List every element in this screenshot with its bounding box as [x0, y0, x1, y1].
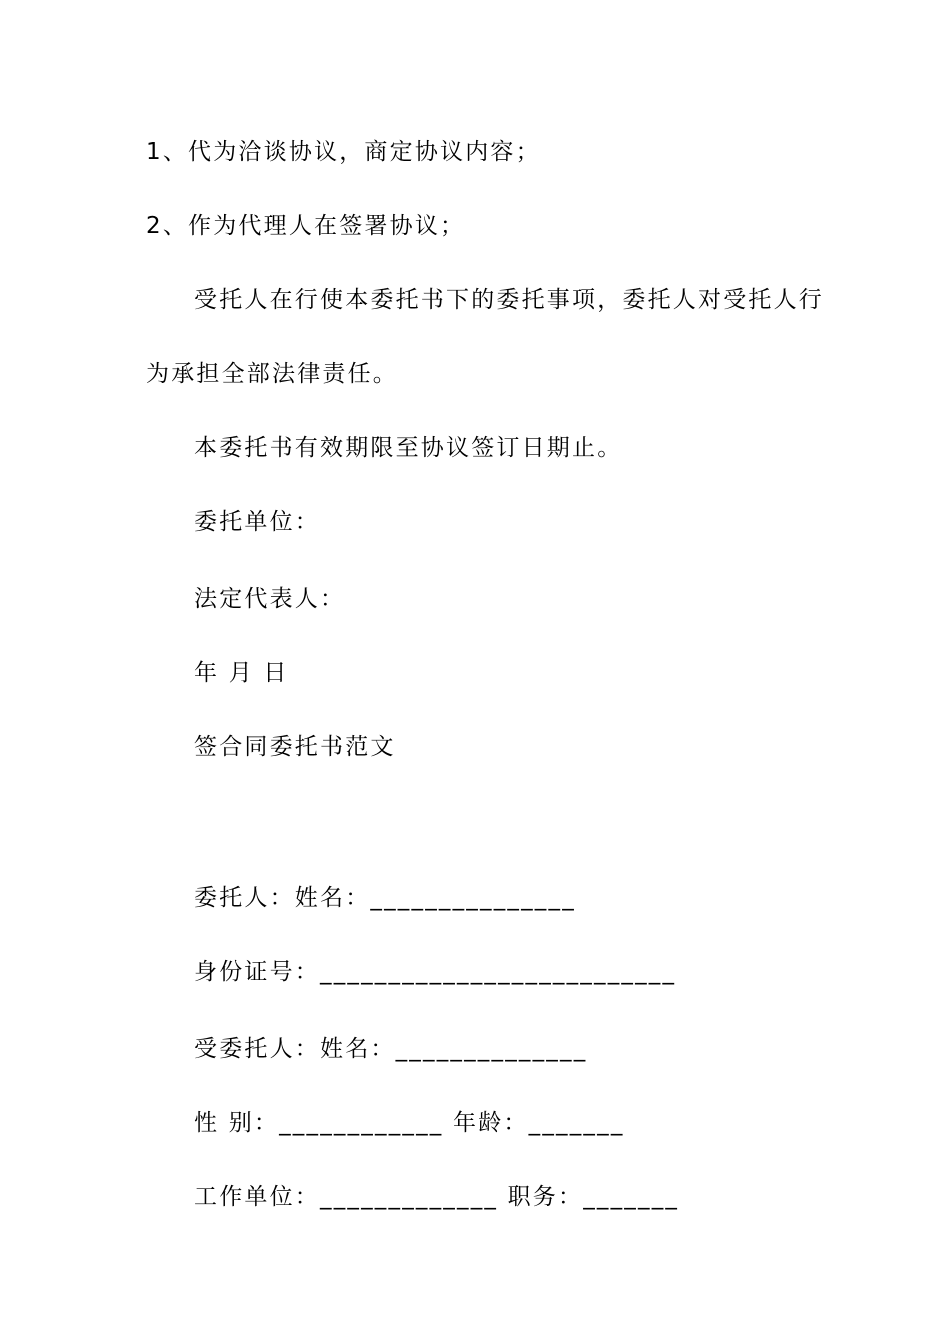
text-line-2: 2、作为代理人在签署协议；: [146, 213, 466, 239]
text-line-5: 本委托书有效期限至协议签订日期止。: [194, 435, 623, 461]
text-line-3: 受托人在行使本委托书下的委托事项，委托人对受托人行: [194, 287, 824, 313]
text-line-14: 工作单位：_____________ 职务：_______: [194, 1184, 680, 1210]
text-line-7: 法定代表人：: [194, 586, 346, 612]
text-line-9: 签合同委托书范文: [194, 734, 396, 760]
text-line-8: 年 月 日: [194, 660, 289, 686]
text-line-13: 性 别：____________ 年龄：_______: [194, 1110, 625, 1136]
text-line-11: 身份证号：__________________________: [194, 959, 677, 985]
text-line-12: 受委托人：姓名：______________: [194, 1036, 588, 1062]
text-line-1: 1、代为洽谈协议，商定协议内容；: [146, 139, 541, 165]
text-line-4: 为承担全部法律责任。: [146, 361, 398, 387]
text-line-10: 委托人：姓名：_______________: [194, 885, 576, 911]
text-line-6: 委托单位：: [194, 509, 320, 535]
